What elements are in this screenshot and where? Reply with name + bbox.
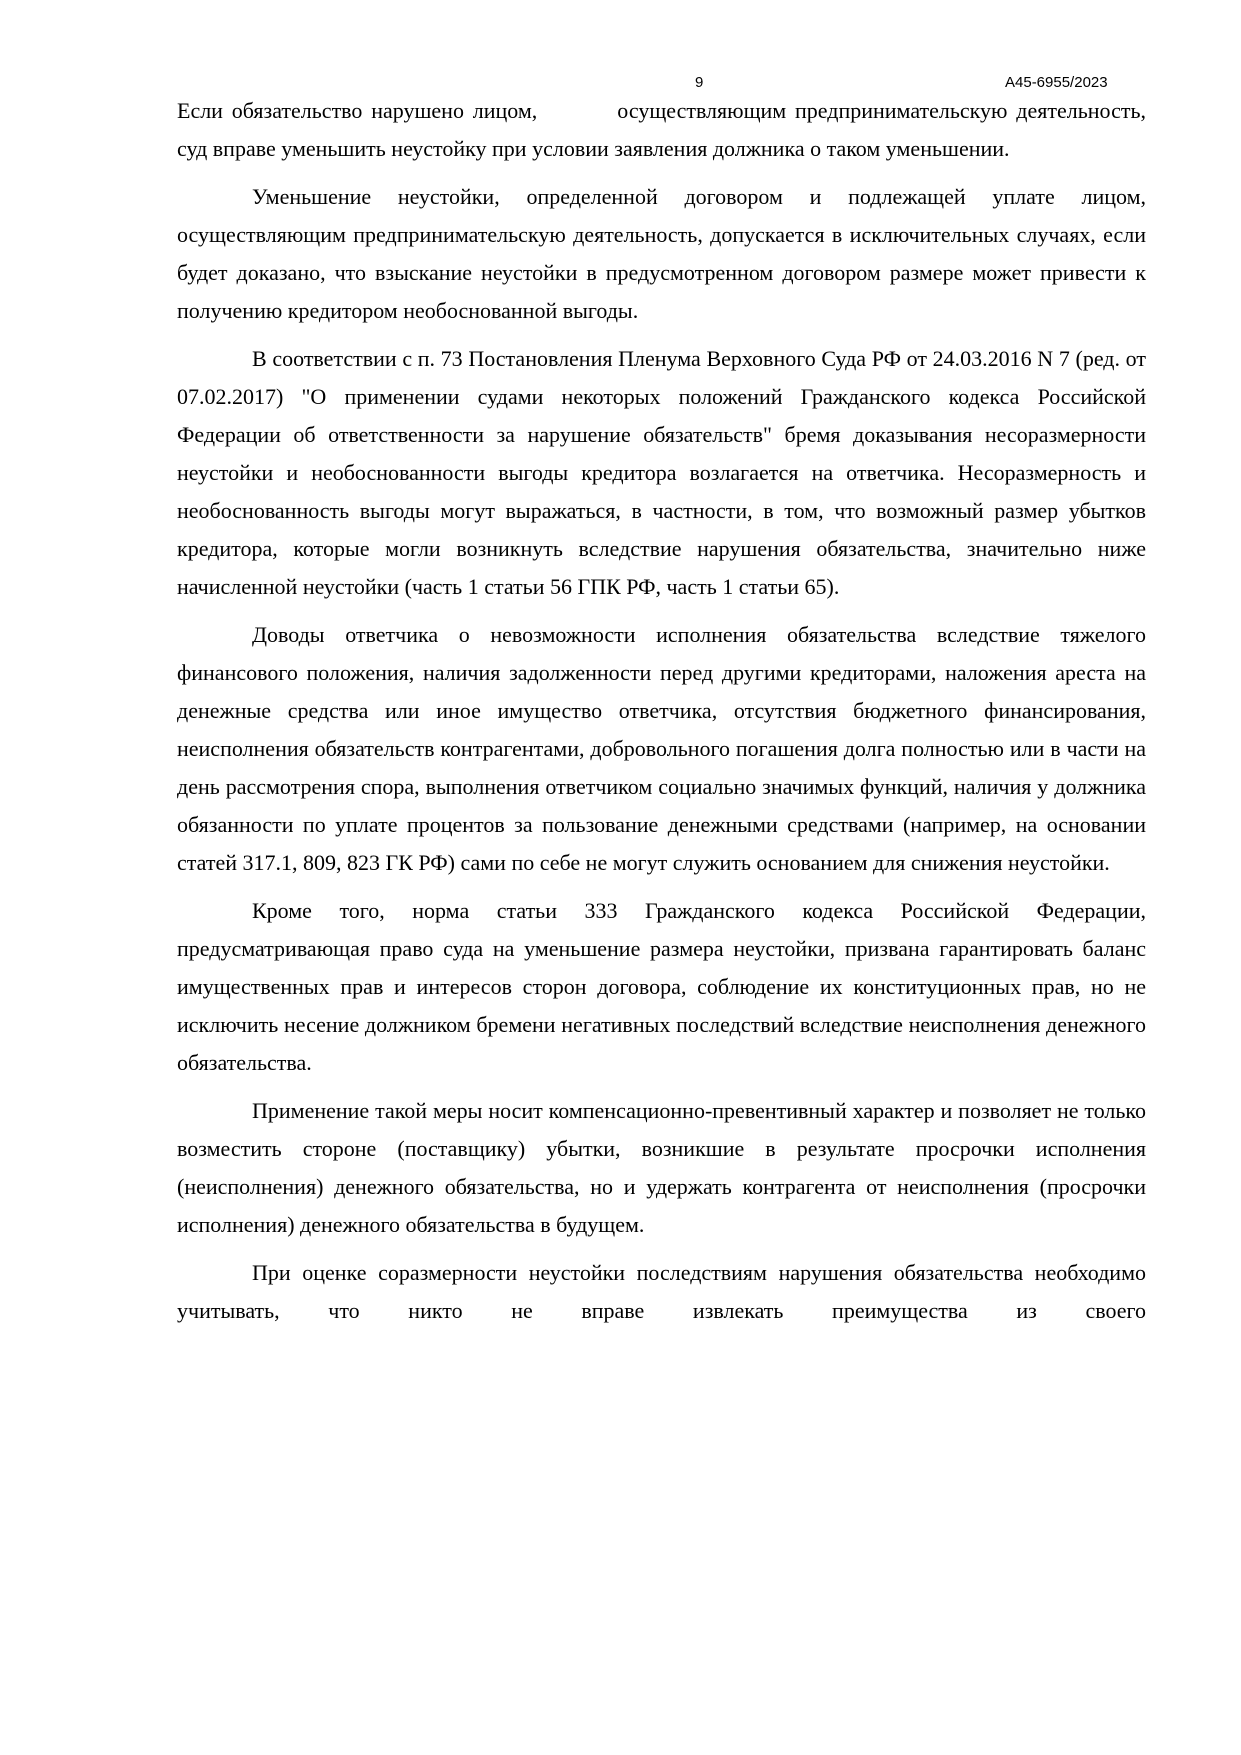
paragraph-4: Доводы ответчика о невозможности исполнения обязательства вследствие тяжелого финансового положения, наличия задолженности перед другими кредиторами, наложения ареста на денежные средства или иное имущество ответчика, отсутствия бюджетного финансирования, неисполнения обязательств контрагентами, добровольного погашения долга полностью или в части на день рассмотрения спора, выполнения ответчиком социально значимых функций, наличия у должника обязанности по уплате процентов за пользование денежными средствами (например, на основании статей 317.1, 809, 823 ГК РФ) сами по себе не могут служить основанием для снижения неустойки.: [177, 622, 1146, 875]
paragraph-3: В соответствии с п. 73 Постановления Пленума Верховного Суда РФ от 24.03.2016 N 7 (ред. от 07.02.2017) "О применении судами некоторых положений Гражданского кодекса Российской Федерации об ответственности за нарушение обязательств" бремя доказывания несоразмерности неустойки и необоснованности выгоды кредитора возлагается на ответчика. Несоразмерность и необоснованность выгоды могут выражаться, в частности, в том, что возможный размер убытков кредитора, которые могли возникнуть вследствие нарушения обязательства, значительно ниже начисленной неустойки (часть 1 статьи 56 ГПК РФ, часть 1 статьи 65).: [177, 346, 1146, 599]
document-body: [177, 92, 1146, 1330]
paragraph-6: Применение такой меры носит компенсационно-превентивный характер и позволяет не только возместить стороне (поставщику) убытки, возникшие в результате просрочки исполнения (неисполнения) денежного обязательства, но и удержать контрагента от неисполнения (просрочки исполнения) денежного обязательства в будущем.: [177, 1098, 1146, 1237]
paragraph-2: Уменьшение неустойки, определенной договором и подлежащей уплате лицом, осуществляющим предпринимательскую деятельность, допускается в исключительных случаях, если будет доказано, что взыскание неустойки в предусмотренном договором размере может привести к получению кредитором необоснованной выгоды.: [177, 184, 1146, 323]
paragraph-1: [177, 92, 1146, 168]
paragraph-5: Кроме того, норма статьи 333 Гражданского кодекса Российской Федерации, предусматривающая право суда на уменьшение размера неустойки, призвана гарантировать баланс имущественных прав и интересов сторон договора, соблюдение их конституционных прав, но не исключить несение должником бремени негативных последствий вследствие неисполнения денежного обязательства.: [177, 898, 1146, 1075]
paragraph-1-part-2: осуществляющим предпринимательскую деятельность, суд вправе уменьшить неустойку при условии заявления должника о таком уменьшении.: [177, 98, 1147, 161]
paragraph-7: При оценке соразмерности неустойки последствиям нарушения обязательства необходимо учитывать, что никто не вправе извлекать преимущества из своего: [177, 1260, 1146, 1323]
paragraph-1-part-1: Если обязательство нарушено лицом,: [177, 98, 538, 123]
page-number: 9: [695, 74, 704, 91]
case-number: А45-6955/2023: [1005, 74, 1108, 91]
